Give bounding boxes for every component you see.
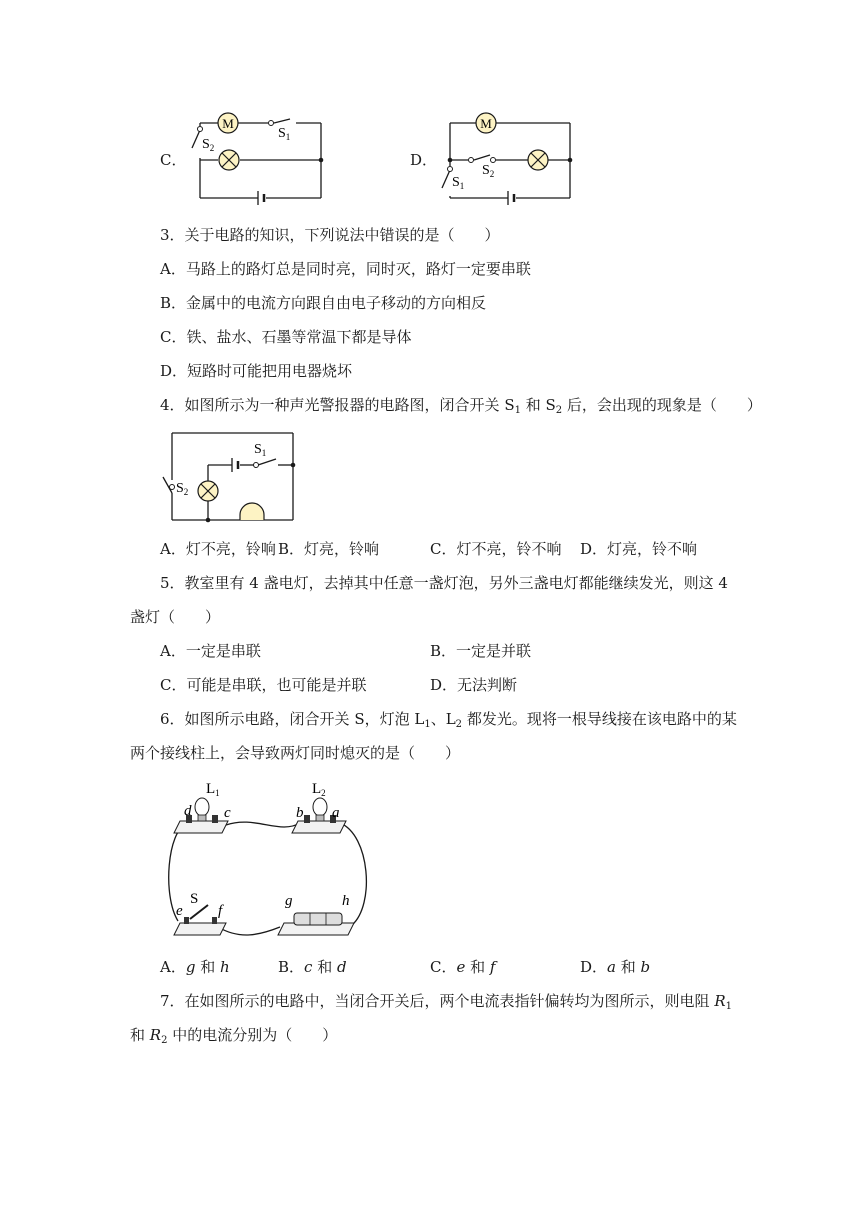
- question-6-option-b: B．c 和 d: [278, 958, 347, 976]
- question-3-option-b: B．金属中的电流方向跟自由电子移动的方向相反: [160, 294, 487, 312]
- question-6-stem-line2: 两个接线柱上，会导致两灯同时熄灭的是（ ）: [130, 744, 461, 762]
- question-4-option-c: C．灯不亮，铃不响: [430, 540, 562, 558]
- svg-text:S2: $S_2$: [176, 481, 189, 497]
- question-4-option-a: A．灯不亮，铃响: [160, 540, 276, 558]
- circuit-diagram-d: [428, 108, 588, 213]
- alarm-circuit-diagram: [160, 425, 305, 525]
- question-5-stem-line2: 盏灯（ ）: [130, 608, 221, 626]
- option-d-label: D．: [410, 151, 438, 169]
- question-7-stem-line2: 和 $R_2$ 中的电流分别为（ ）: [130, 1026, 338, 1046]
- svg-text:S1: $S_1$: [278, 126, 291, 142]
- question-5-option-d: D．无法判断: [430, 676, 518, 694]
- svg-text:S2: $S_2$: [202, 137, 215, 153]
- question-4-option-d: D．灯亮，铃不响: [580, 540, 698, 558]
- svg-text:S2: $S_2$: [482, 163, 495, 179]
- svg-text:M: M: [480, 116, 492, 131]
- question-5-option-c: C．可能是串联，也可能是并联: [160, 676, 367, 694]
- svg-text:c: c: [224, 805, 231, 821]
- svg-text:S1: $S_1$: [254, 442, 267, 458]
- svg-text:b: b: [296, 805, 304, 821]
- battery-icon: [294, 913, 342, 925]
- question-4-stem: 4．如图所示为一种声光警报器的电路图，闭合开关 $S_1$ 和 $S_2$ 后，会出现的现象是（ ）: [160, 396, 762, 416]
- question-7-stem-line1: 7．在如图所示的电路中，当闭合开关后，两个电流表指针偏转均为图所示，则电阻 $R_1$: [160, 992, 732, 1012]
- question-5-option-b: B．一定是并联: [430, 642, 532, 660]
- option-c-label: C．: [160, 151, 187, 169]
- question-6-option-c: C．e 和 f: [430, 958, 496, 976]
- bulb-icon: [195, 798, 209, 816]
- bulb-icon: [313, 798, 327, 816]
- question-3-option-c: C．铁、盐水、石墨等常温下都是导体: [160, 328, 412, 346]
- lamp-icon: [198, 481, 218, 501]
- svg-text:a: a: [332, 805, 340, 821]
- svg-text:d: d: [184, 803, 192, 819]
- question-4-option-b: B．灯亮，铃响: [278, 540, 380, 558]
- bell-icon: [240, 503, 264, 520]
- battery-board: [278, 913, 354, 935]
- question-5-option-a: A．一定是串联: [160, 642, 261, 660]
- question-6-stem-line1: 6．如图所示电路，闭合开关 S，灯泡 $L_1$、$L_2$ 都发光。现将一根导线接在该电路中的某: [160, 710, 737, 730]
- question-3-option-a: A．马路上的路灯总是同时亮，同时灭，路灯一定要串联: [160, 260, 531, 278]
- svg-text:M: M: [222, 116, 234, 131]
- question-6-option-a: A．g 和 h: [160, 958, 230, 976]
- question-6-option-d: D．a 和 b: [580, 958, 651, 976]
- svg-text:e: e: [176, 903, 183, 919]
- svg-text:L2: $L_2$: [312, 781, 326, 798]
- lamp-l1-board: [174, 798, 228, 833]
- question-3-option-d: D．短路时可能把用电器烧坏: [160, 362, 353, 380]
- svg-text:h: h: [342, 893, 350, 909]
- lamp-icon: [528, 150, 548, 170]
- svg-text:f: f: [218, 903, 223, 919]
- lamp-icon: [219, 150, 239, 170]
- question-3-stem: 3．关于电路的知识，下列说法中错误的是（ ）: [160, 226, 500, 244]
- lamp-circuit-figure: [160, 775, 375, 945]
- question-5-stem-line1: 5．教室里有 4 盏电灯，去掉其中任意一盏灯泡，另外三盏电灯都能继续发光，则这 4: [160, 574, 728, 592]
- svg-text:S: S: [190, 891, 199, 907]
- svg-text:g: g: [285, 893, 293, 909]
- circuit-diagram-c: [178, 108, 338, 213]
- svg-text:S1: $S_1$: [452, 175, 465, 191]
- svg-text:L1: $L_1$: [206, 781, 220, 798]
